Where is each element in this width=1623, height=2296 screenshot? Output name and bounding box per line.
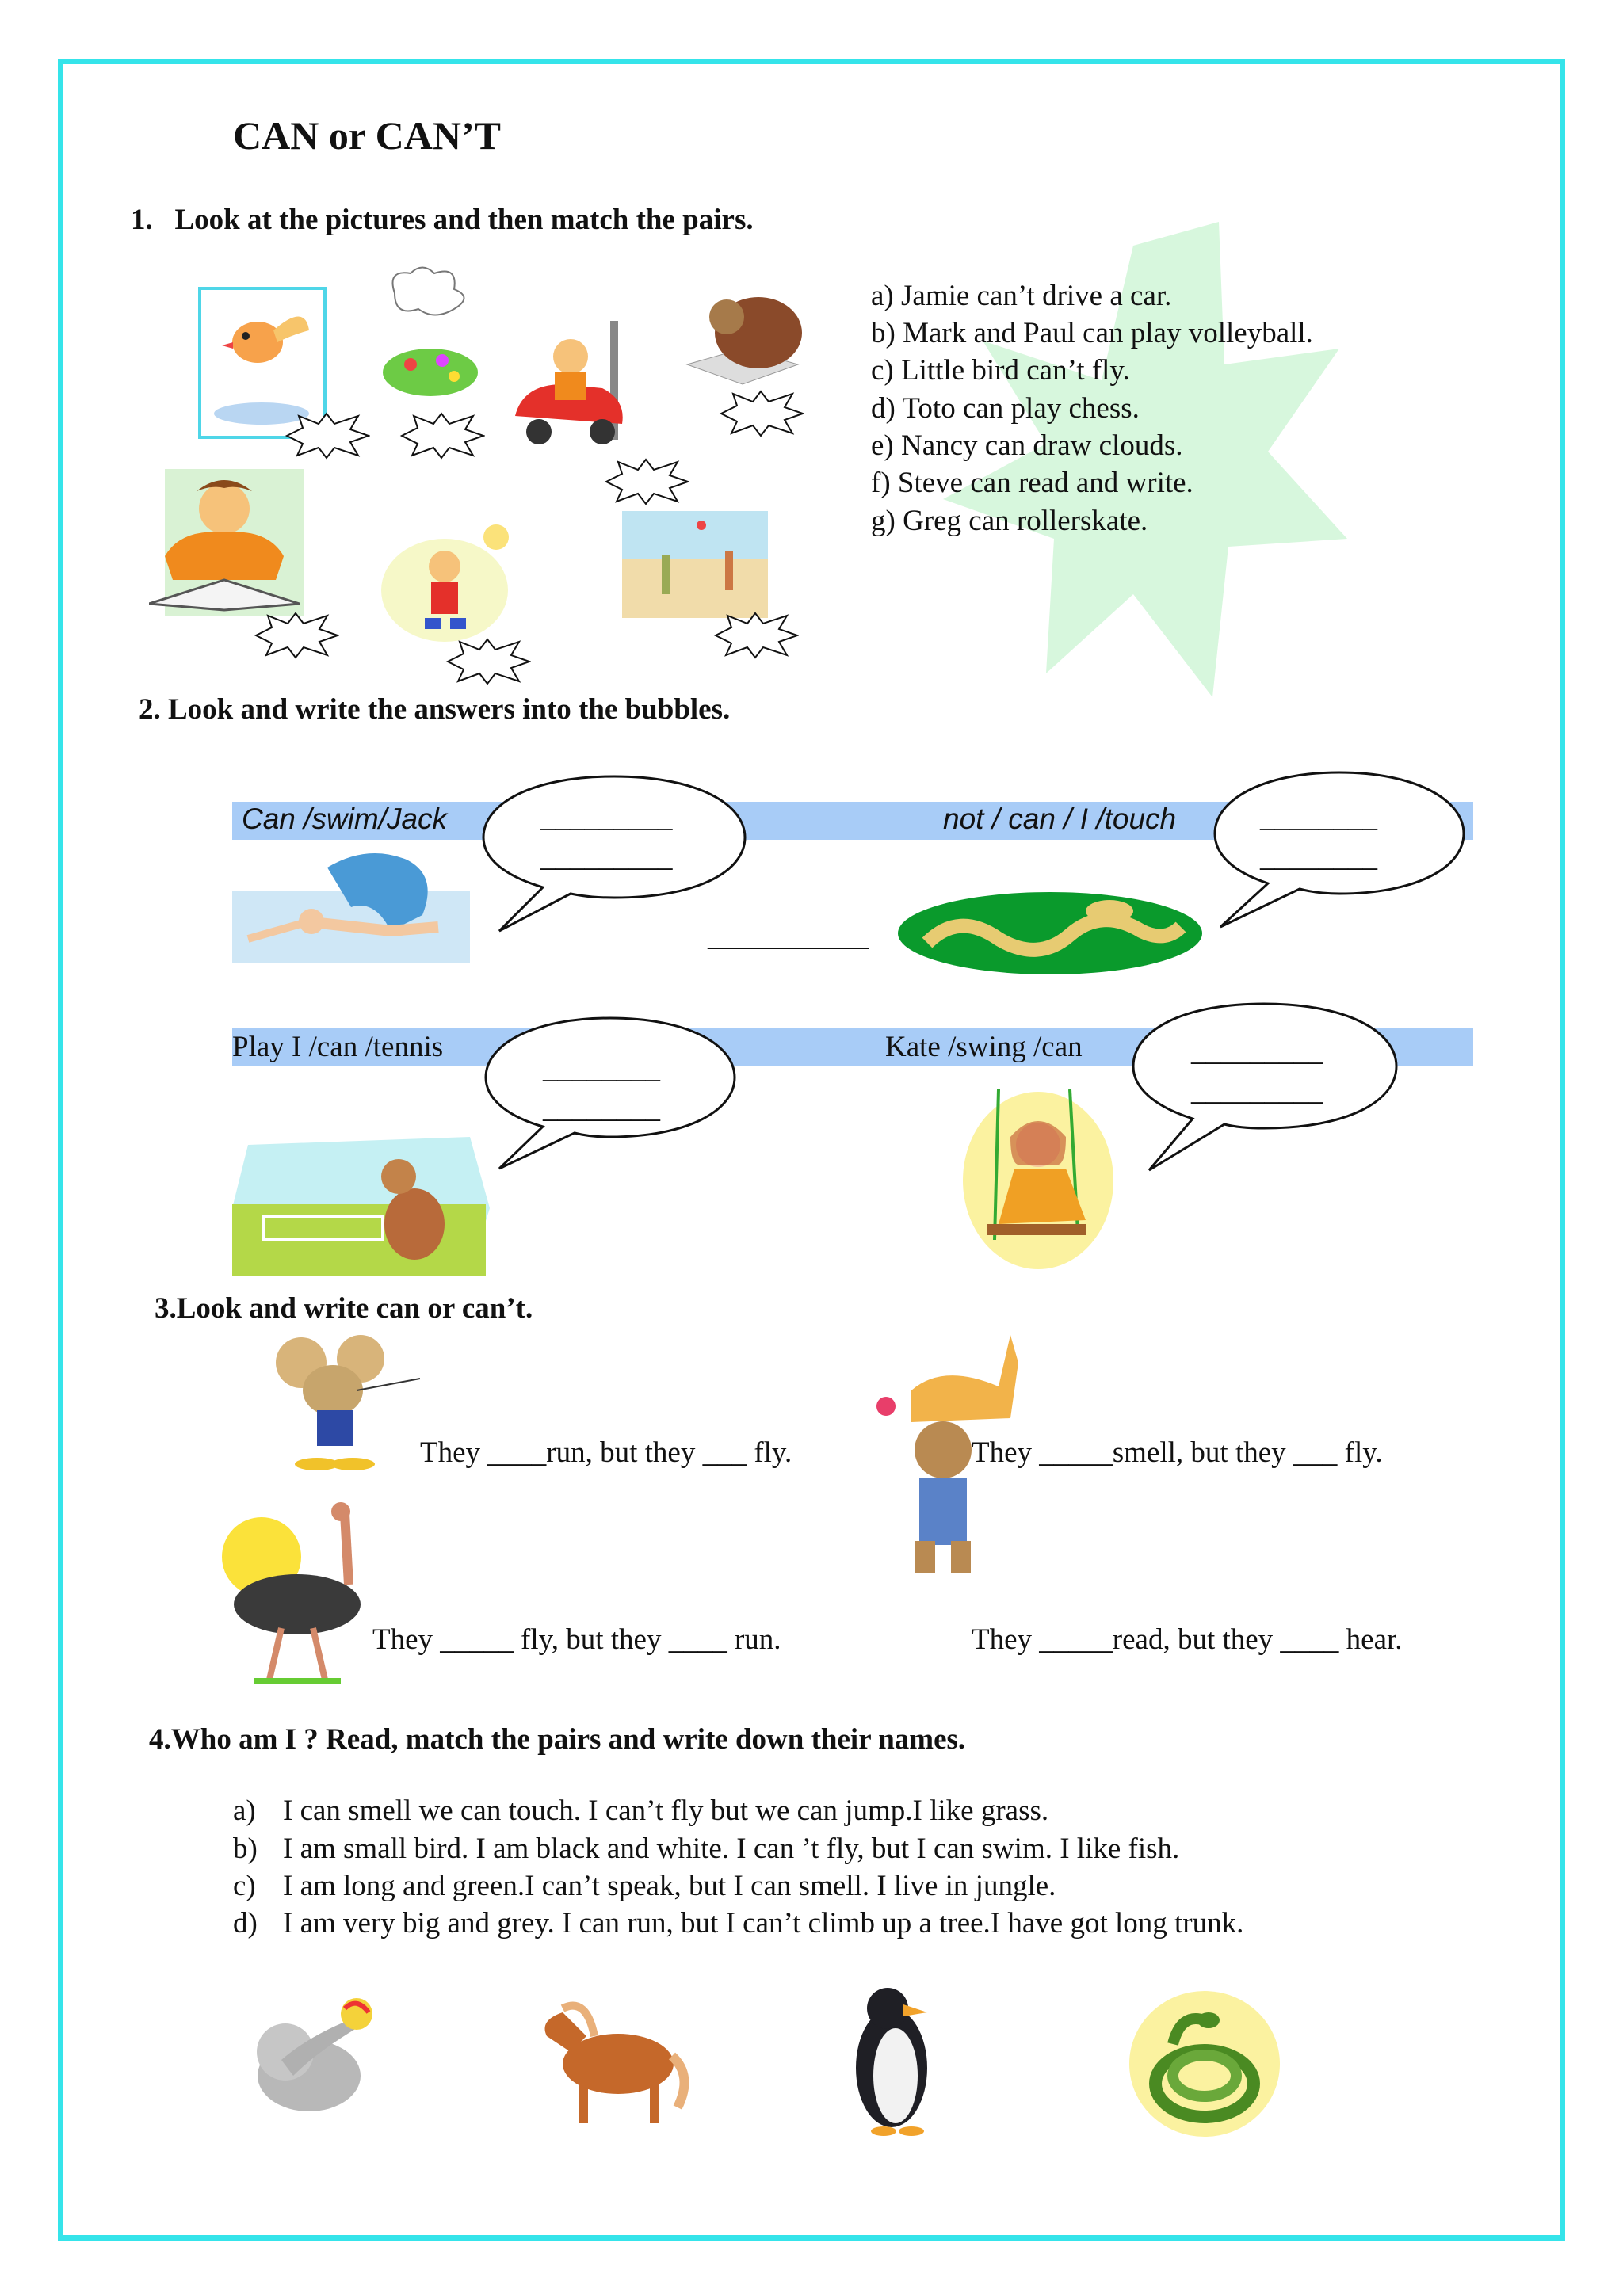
reading-boy-picture: [149, 469, 304, 616]
ex4-item-c-letter: c): [233, 1870, 256, 1902]
bubble-3-blank-2[interactable]: ________: [543, 1092, 660, 1124]
ex1-item-g: g) Greg can rollerskate.: [871, 505, 1148, 537]
answer-line[interactable]: ___________: [708, 920, 869, 952]
exercise-2-heading: 2. Look and write the answers into the bubbles.: [139, 693, 731, 726]
mouse-picture: [262, 1331, 428, 1474]
ex1-item-c: c) Little bird can’t fly.: [871, 354, 1130, 387]
prompt-swim: Can /swim/Jack: [242, 803, 448, 835]
ex1-item-d: d) Toto can play chess.: [871, 392, 1140, 425]
ex3-sentence-3: They _____ fly, but they ____ run.: [372, 1623, 781, 1656]
exercise-3-heading: 3.Look and write can or can’t.: [155, 1292, 533, 1325]
answer-star-6: [444, 638, 531, 685]
ex4-item-a-text: I can smell we can touch. I can’t fly but we can jump.I like grass.: [283, 1794, 1049, 1827]
tennis-picture: [232, 1129, 494, 1280]
ex4-item-a-letter: a): [233, 1794, 256, 1827]
prompt-touch: not / can / I /touch: [943, 803, 1177, 835]
bubble-3-blank-1[interactable]: ________: [543, 1052, 660, 1085]
prompt-swing: Kate /swing /can: [885, 1031, 1083, 1063]
snake-coiled-picture: [1125, 1989, 1284, 2139]
snake-picture: [896, 887, 1205, 974]
ex4-item-c-text: I am long and green.I can’t speak, but I can smell. I live in jungle.: [283, 1870, 1056, 1902]
answer-star-1: [283, 412, 370, 460]
volleyball-picture: [622, 511, 768, 618]
ex3-sentence-2: They _____smell, but they ___ fly.: [972, 1436, 1383, 1469]
driver-picture: [507, 313, 650, 452]
elephant-picture: [238, 1997, 404, 2123]
ex4-item-b-text: I am small bird. I am black and white. I can ’t fly, but I can swim. I like fish.: [283, 1833, 1180, 1865]
answer-star-4: [717, 390, 804, 437]
answer-star-2: [398, 412, 485, 460]
chess-picture: [679, 285, 806, 396]
ostrich-picture: [210, 1497, 369, 1688]
exercise-4-heading: 4.Who am I ? Read, match the pairs and write down their names.: [149, 1723, 966, 1756]
ex1-item-b: b) Mark and Paul can play volleyball.: [871, 317, 1313, 349]
ex1-item-a: a) Jamie can’t drive a car.: [871, 280, 1172, 312]
ex1-item-f: f) Steve can read and write.: [871, 467, 1193, 499]
bubble-4-blank-2[interactable]: _________: [1191, 1074, 1323, 1107]
exercise-1-number: 1.: [131, 204, 153, 236]
ex1-item-e: e) Nancy can draw clouds.: [871, 429, 1183, 462]
swimmer-picture: [232, 844, 470, 963]
bubble-4-blank-1[interactable]: _________: [1191, 1035, 1323, 1067]
ex4-item-d-text: I am very big and grey. I can run, but I can’t climb up a tree.I have got long trunk.: [283, 1907, 1244, 1939]
rollerskate-picture: [377, 515, 528, 654]
answer-star-3: [602, 458, 689, 505]
answer-star-5: [252, 612, 339, 659]
exercise-1-heading: [131, 203, 754, 237]
bubble-1-blank-2[interactable]: _________: [540, 841, 673, 873]
bubble-2-blank-1[interactable]: ________: [1260, 801, 1377, 833]
prompt-tennis: Play I /can /tennis: [232, 1031, 444, 1063]
swing-girl-picture: [959, 1081, 1117, 1272]
drawing-picture: [379, 261, 482, 402]
ex3-sentence-1: They ____run, but they ___ fly.: [420, 1436, 792, 1469]
ex4-item-d-letter: d): [233, 1907, 258, 1939]
bubble-2-blank-2[interactable]: ________: [1260, 841, 1377, 873]
page-title: CAN or CAN’T: [233, 113, 501, 158]
bubble-1-blank-1[interactable]: _________: [540, 801, 673, 833]
penguin-picture: [840, 1981, 947, 2139]
exercise-1-instruction: Look at the pictures and then match the pairs.: [174, 204, 754, 236]
horse-picture: [531, 1989, 697, 2131]
ex3-sentence-4: They _____read, but they ____ hear.: [972, 1623, 1403, 1656]
answer-star-7: [712, 612, 799, 659]
ex4-item-b-letter: b): [233, 1833, 258, 1865]
